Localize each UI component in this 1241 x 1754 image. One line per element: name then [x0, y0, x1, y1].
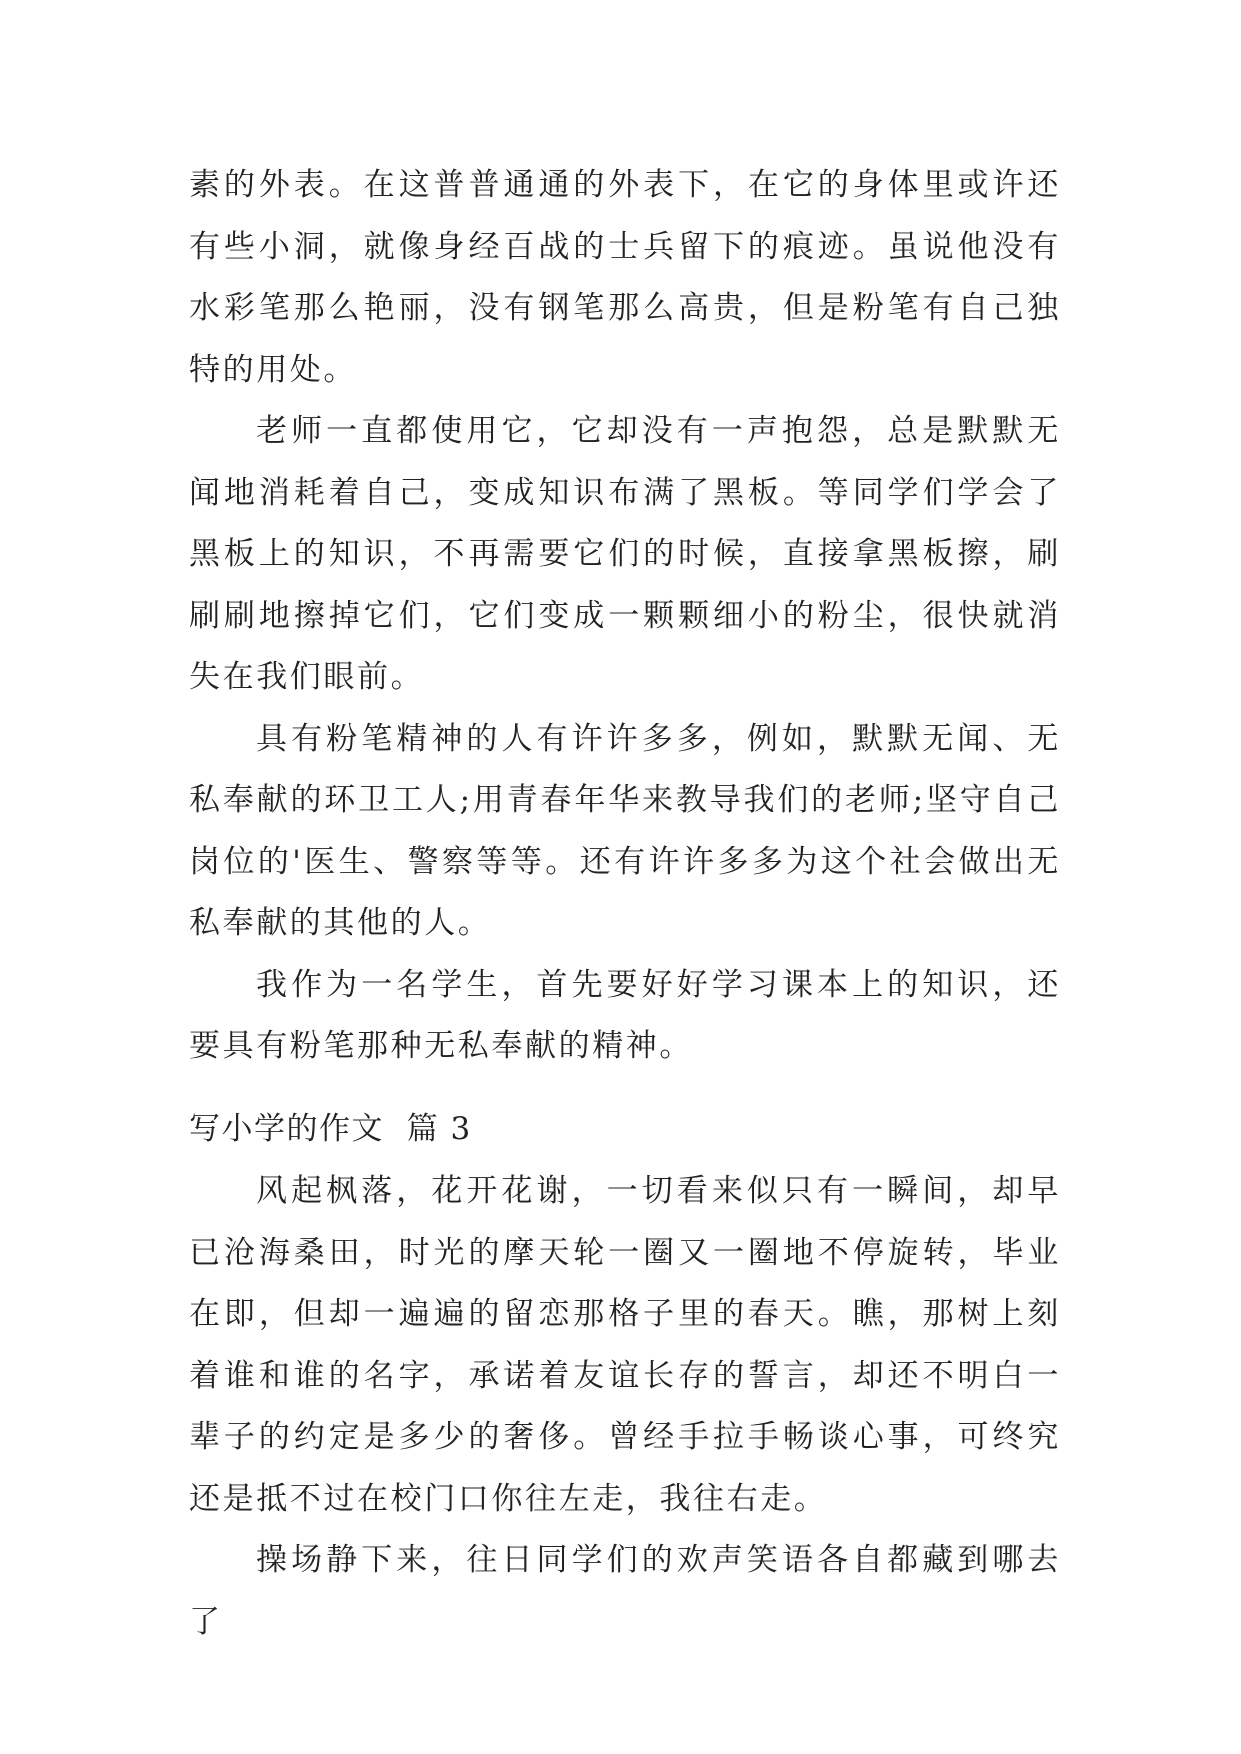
essay-2-body [189, 155, 1061, 1078]
essay-2-paragraph: 我作为一名学生，首先要好好学习课本上的知识，还要具有粉笔那种无私奉献的精神。 [189, 966, 1061, 1064]
essay-2-paragraph: 老师一直都使用它，它却没有一声抱怨，总是默默无闻地消耗着自己，变成知识布满了黑板。等同学们学会了黑板上的知识，不再需要它们的时候，直接拿黑板擦，刷刷刷地擦掉它们，它们变成一颗颗细小的粉尘，很快就消失在我们眼前。 [189, 413, 1061, 695]
essay-3-paragraph: 操场静下来，往日同学们的欢声笑语各自都藏到哪去了 [189, 1542, 1061, 1640]
essay-2-paragraph-continued: 素的外表。在这普普通通的外表下，在它的身体里或许还有些小洞，就像身经百战的士兵留下的痕迹。虽说他没有水彩笔那么艳丽，没有钢笔那么高贵，但是粉笔有自己独特的用处。 [189, 167, 1061, 388]
essay-3-heading-block [189, 1099, 1061, 1161]
essay-3-paragraph: 风起枫落，花开花谢，一切看来似只有一瞬间，却早已沧海桑田，时光的摩天轮一圈又一圈地不停旋转，毕业在即，但却一遍遍的留恋那格子里的春天。瞧，那树上刻着谁和谁的名字，承诺着友谊长存的誓言，却还不明白一辈子的约定是多少的奢侈。曾经手拉手畅谈心事，可终究还是抵不过在校门口你往左走，我往右走。 [189, 1173, 1061, 1517]
essay-2-paragraph: 具有粉笔精神的人有许许多多，例如，默默无闻、无私奉献的环卫工人;用青春年华来教导我们的老师;坚守自己岗位的'医生、警察等等。还有许许多多为这个社会做出无私奉献的其他的人。 [189, 720, 1061, 941]
essay-3-heading: 写小学的作文 篇 3 [189, 1111, 472, 1147]
essay-3-body [189, 1161, 1061, 1653]
